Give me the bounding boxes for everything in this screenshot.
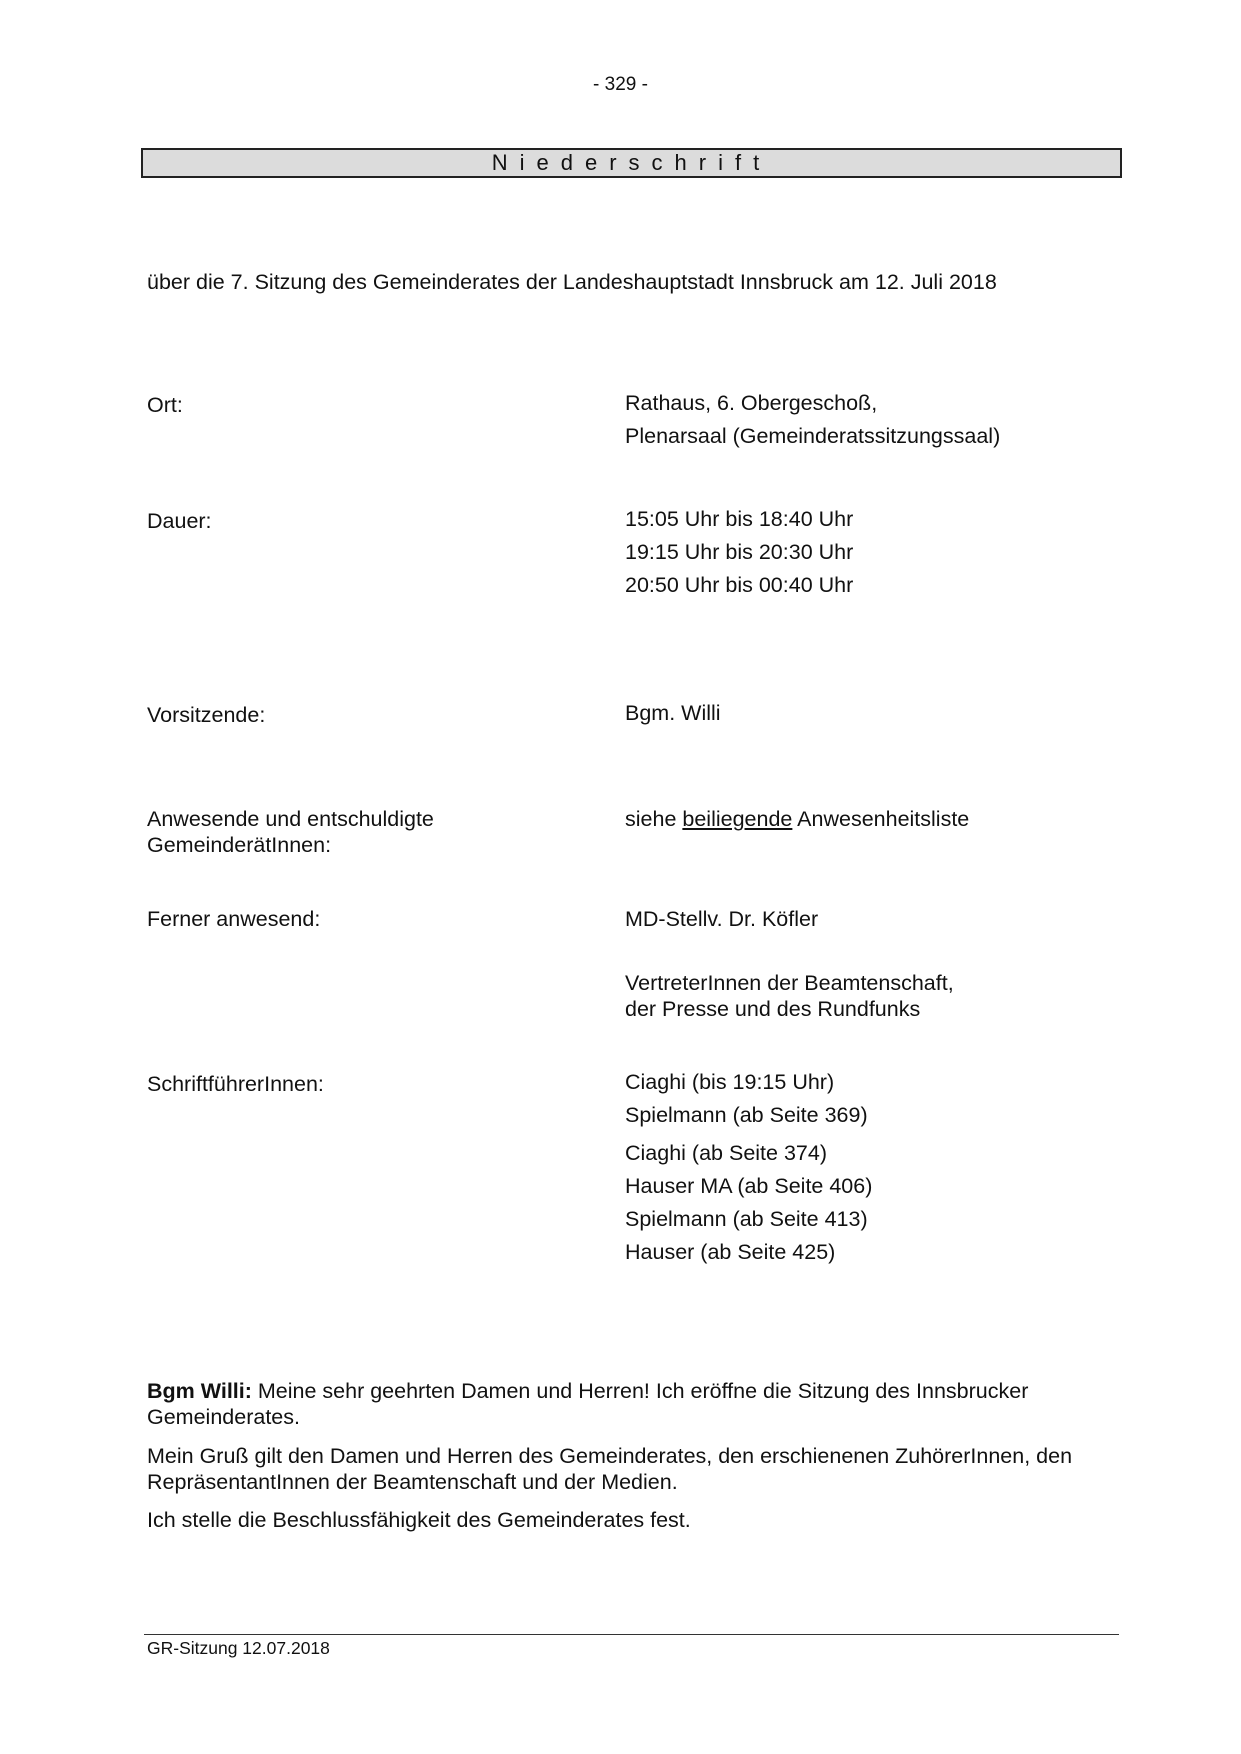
intro-text: über die 7. Sitzung des Gemeinderates der Landeshauptstadt Innsbruck am 12. Juli 2018 bbox=[147, 270, 997, 294]
page-number: - 329 - bbox=[593, 74, 648, 95]
speech-paragraph-2: Mein Gruß gilt den Damen und Herren des Gemeinderates, den erschienenen ZuhörerInnen, den RepräsentantInnen der Beamtenschaft und der Medien. bbox=[147, 1444, 1073, 1494]
vorsitzende-label: Vorsitzende: bbox=[147, 703, 266, 727]
document-title: Niederschrift bbox=[141, 148, 1122, 178]
anwesende-label bbox=[147, 806, 434, 858]
schriftfuehrer-value-b bbox=[625, 1137, 872, 1269]
speech-paragraph-3: Ich stelle die Beschlussfähigkeit des Gemeinderates fest. bbox=[147, 1508, 691, 1532]
schriftfuehrer-line: Hauser MA (ab Seite 406) bbox=[625, 1174, 873, 1198]
schriftfuehrer-line: Ciaghi (ab Seite 374) bbox=[625, 1141, 827, 1165]
speech-paragraph-1 bbox=[147, 1378, 1097, 1430]
schriftfuehrer-line: Spielmann (ab Seite 413) bbox=[625, 1207, 868, 1231]
dauer-line: 15:05 Uhr bis 18:40 Uhr bbox=[625, 507, 854, 531]
vorsitzende-value: Bgm. Willi bbox=[625, 701, 721, 725]
ferner-value: MD-Stellv. Dr. Köfler bbox=[625, 907, 819, 931]
footer-rule bbox=[144, 1634, 1119, 1635]
ferner-label: Ferner anwesend: bbox=[147, 907, 321, 931]
ort-line: Plenarsaal (Gemeinderatssitzungssaal) bbox=[625, 424, 1001, 448]
anwesende-value bbox=[625, 806, 969, 832]
ferner-extra-line: der Presse und des Rundfunks bbox=[625, 997, 921, 1021]
dauer-line: 20:50 Uhr bis 00:40 Uhr bbox=[625, 573, 854, 597]
schriftfuehrer-line: Hauser (ab Seite 425) bbox=[625, 1240, 836, 1264]
ort-value bbox=[625, 387, 1000, 453]
ferner-extra bbox=[625, 970, 954, 1022]
schriftfuehrer-value-a bbox=[625, 1066, 868, 1132]
anwesende-label-line: GemeinderätInnen: bbox=[147, 833, 332, 857]
footer-text: GR-Sitzung 12.07.2018 bbox=[147, 1638, 330, 1658]
ort-label: Ort: bbox=[147, 393, 183, 417]
ort-line: Rathaus, 6. Obergeschoß, bbox=[625, 391, 878, 415]
schriftfuehrer-label: SchriftführerInnen: bbox=[147, 1072, 324, 1096]
ferner-extra-line: VertreterInnen der Beamtenschaft, bbox=[625, 971, 954, 995]
dauer-value bbox=[625, 503, 853, 602]
speaker-name: Bgm Willi: bbox=[147, 1379, 252, 1403]
speech-text: Meine sehr geehrten Damen und Herren! Ich eröffne die Sitzung des Innsbrucker Gemeinderates. bbox=[147, 1379, 1029, 1429]
dauer-label: Dauer: bbox=[147, 509, 212, 533]
anwesende-underlined: beiliegende bbox=[682, 807, 793, 831]
dauer-line: 19:15 Uhr bis 20:30 Uhr bbox=[625, 540, 854, 564]
anwesende-prefix: siehe bbox=[625, 807, 683, 831]
schriftfuehrer-line: Ciaghi (bis 19:15 Uhr) bbox=[625, 1070, 835, 1094]
anwesende-suffix: Anwesenheitsliste bbox=[792, 807, 970, 831]
anwesende-label-line: Anwesende und entschuldigte bbox=[147, 807, 434, 831]
schriftfuehrer-line: Spielmann (ab Seite 369) bbox=[625, 1103, 868, 1127]
